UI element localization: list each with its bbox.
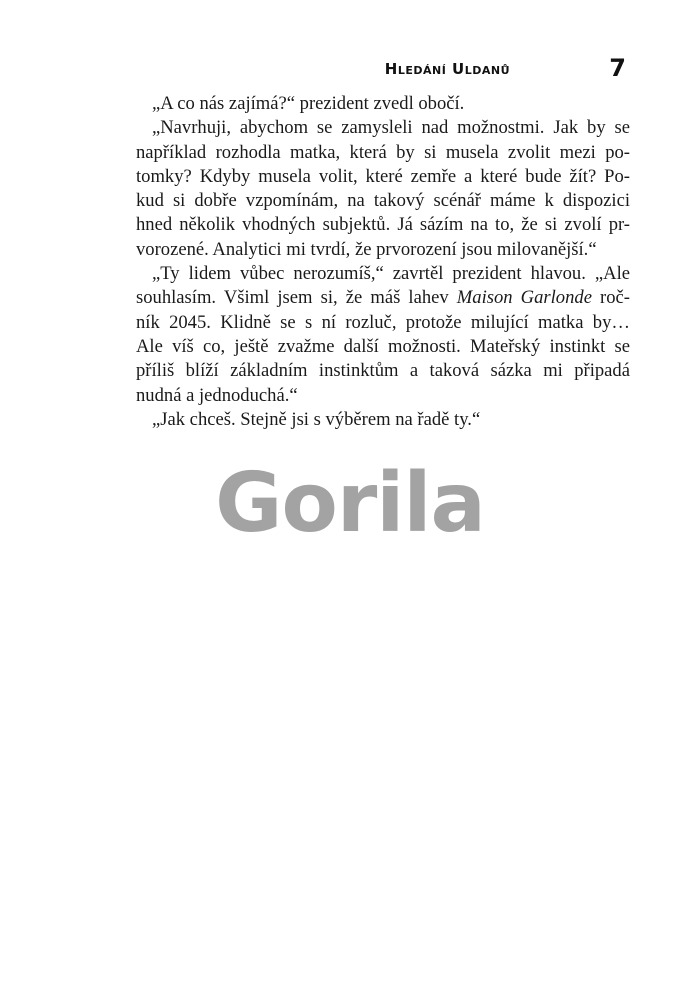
text-line: „Jak chceš. Stejně jsi s výběrem na řadě ty.“ — [152, 408, 481, 430]
text-line: „Ty lidem vůbec nerozumíš,“ zavrtěl prezident hlavou. „Ale — [152, 263, 630, 285]
paragraph — [120, 116, 630, 262]
italic-title: Maison Garlonde — [456, 287, 592, 309]
text-line: „Navrhuji, abychom se zamysleli nad možnostmi. Jak by se — [152, 117, 630, 139]
text-line: kud si dobře vzpomínám, na takový scénář máme k dispozici — [136, 190, 630, 212]
page-number: 7 — [609, 54, 626, 82]
body-text — [120, 92, 630, 432]
text-line: hned několik vhodných subjektů. Já sázím na to, že si zvolí pr- — [136, 214, 630, 236]
text-line: nudná a jednoduchá.“ — [136, 384, 298, 406]
text-line: tomky? Kdyby musela volit, které zemře a které bude žít? Po- — [136, 165, 630, 187]
text-line: „A co nás zajímá?“ prezident zvedl obočí. — [152, 93, 465, 114]
text-line: příliš blíží základním instinktům a taková sázka mi připadá — [136, 360, 630, 382]
text-line: například rozhodla matka, která by si musela zvolit mezi po- — [136, 141, 630, 163]
text-line: ník 2045. Klidně se s ní rozluč, protože milující matka by… — [136, 311, 630, 333]
paragraph — [120, 92, 630, 116]
running-head — [120, 56, 628, 86]
text-span: souhlasím. Všiml jsem si, že máš lahev — [136, 287, 457, 309]
text-line: Ale víš co, ještě zvažme další možnosti. Mateřský instinkt se — [136, 335, 630, 357]
text-line: vorozené. Analytici mi tvrdí, že prvorození jsou milovanější.“ — [136, 238, 597, 260]
paragraph — [120, 262, 630, 408]
watermark-logo: Gorila — [215, 456, 485, 551]
paragraph — [120, 408, 630, 432]
text-span: roč- — [591, 287, 630, 309]
chapter-title: Hledání Uldanů — [384, 60, 510, 78]
text-line — [120, 286, 630, 310]
